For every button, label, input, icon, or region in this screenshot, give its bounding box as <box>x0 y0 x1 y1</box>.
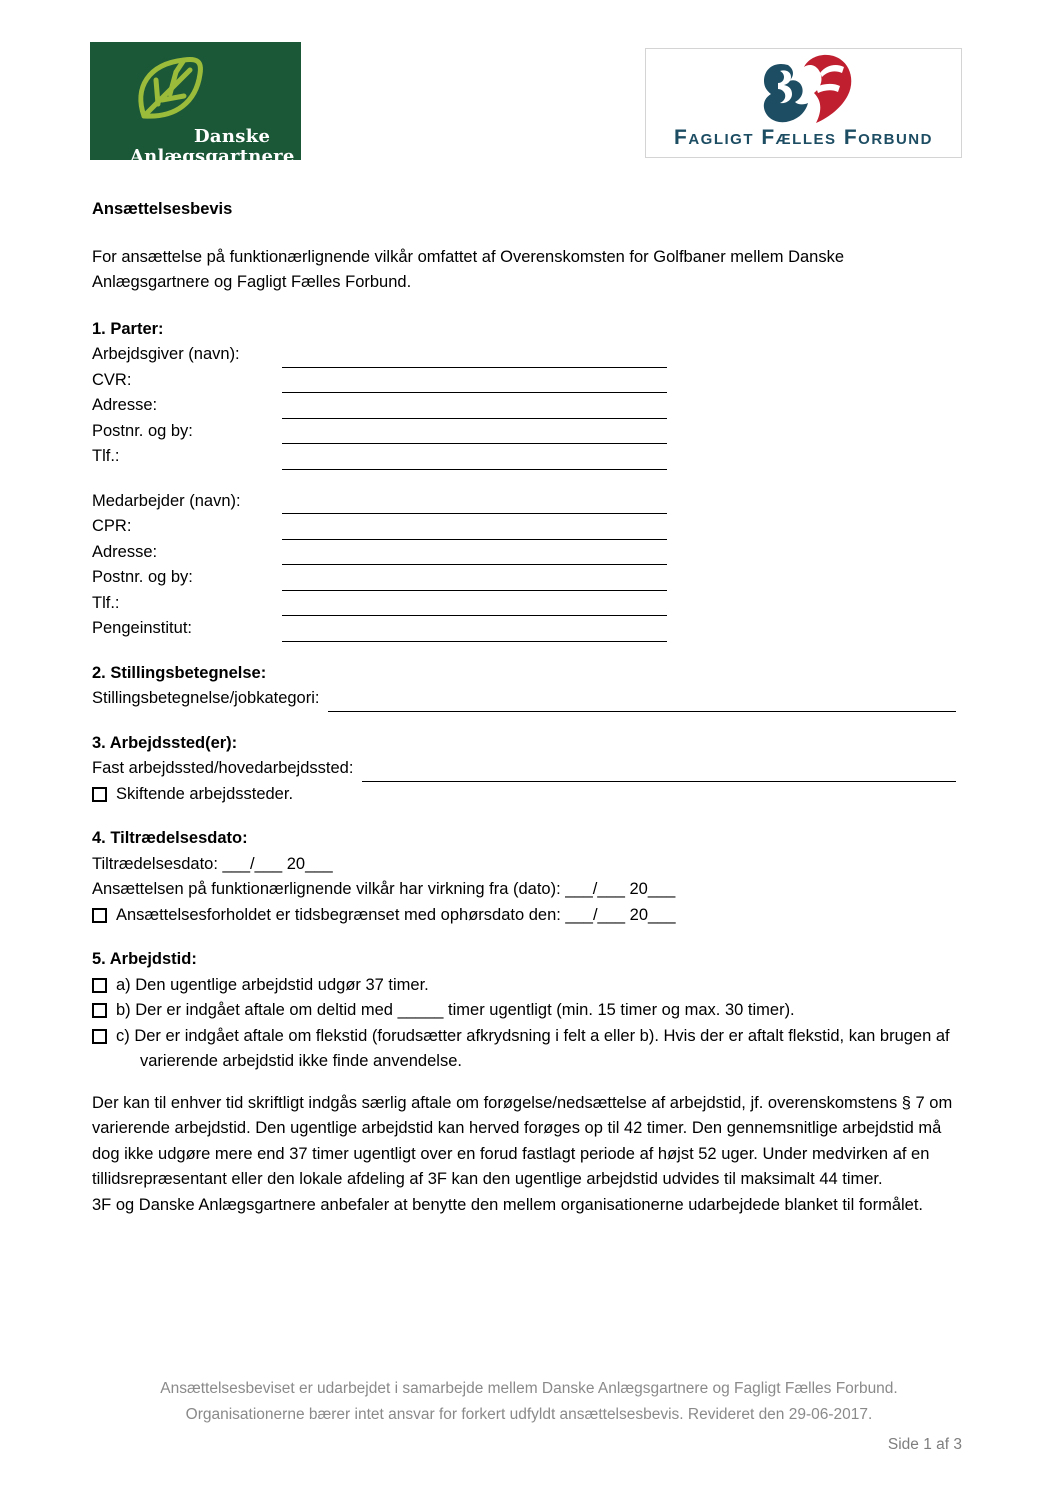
checkbox-label: Ansættelsesforholdet er tidsbegrænset med ophørsdato den: ___/___ 20___ <box>116 905 676 924</box>
logo-anlaegsgartnere-text: Anlægsgartnere <box>130 146 295 167</box>
page-number: Side 1 af 3 <box>887 1436 962 1453</box>
section-heading-arbejdssted: 3. Arbejdssted(er): <box>92 733 238 752</box>
cvr-input-line[interactable] <box>282 368 667 394</box>
fast-arbejdssted-input-line[interactable] <box>362 756 956 782</box>
form-content <box>92 197 956 1218</box>
postnr-medarbejder-input-line[interactable] <box>282 565 667 591</box>
field-label: Stillingsbetegnelse/jobkategori: <box>92 689 320 707</box>
pengeinstitut-input-line[interactable] <box>282 616 667 642</box>
section-heading-stilling: 2. Stillingsbetegnelse: <box>92 663 267 682</box>
checkbox-label: c) Der er indgået aftale om flekstid (forudsætter afkrydsning i felt a eller b). Hvis der er aftalt flekstid, kan brugen af varierende arbejdstid ikke finde anvendelse. <box>116 1026 950 1070</box>
arbejdstid-paragraph-part2: 3F og Danske Anlægsgartnere anbefaler at benytte den mellem organisationerne udarbejdede blanket til formålet. <box>92 1195 924 1214</box>
field-label: Tlf.: <box>92 447 120 465</box>
footer-note <box>0 1376 1058 1427</box>
footer-line1: Ansættelsesbeviset er udarbejdet i samarbejde mellem Danske Anlægsgartnere og Fagligt Fælles Forbund. <box>160 1380 898 1397</box>
arbejdstid-paragraph-part1: Der kan til enhver tid skriftligt indgås særlig aftale om forøgelse/nedsættelse af arbejdstid, jf. overenskomstens § 7 om varierende arbejdstid. Den ugentlige arbejdstid kan herved forøges op til 42 timer. Den gennemsnitlige arbejdstid må dog ikke udgøre mere end 37 timer ugentligt over en forud fastlagt periode af højst 52 uger. Under medvirken af en tillidsrepræsentant eller den lokale afdeling af 3F kan den ugentlige arbejdstid udvides til maksimalt 44 timer. <box>92 1093 953 1188</box>
3f-logo <box>645 48 962 158</box>
virkning-fra-line: Ansættelsen på funktionærlignende vilkår har virkning fra (dato): ___/___ 20___ <box>92 880 676 898</box>
field-row-medarbejder <box>92 489 956 515</box>
section-heading-arbejdstid: 5. Arbejdstid: <box>92 950 197 968</box>
footer-line2: Organisationerne bærer intet ansvar for forkert udfyldt ansættelsesbevis. Revideret den 29-06-2017. <box>185 1405 873 1423</box>
field-label: CVR: <box>92 370 132 389</box>
field-row-fast-arbejdssted <box>92 756 956 782</box>
checkbox-row-option-b <box>92 998 956 1024</box>
adresse-medarbejder-input-line[interactable] <box>282 540 667 566</box>
stillingsbetegnelse-input-line[interactable] <box>328 686 956 712</box>
checkbox-label: Skiftende arbejdssteder. <box>116 784 294 803</box>
document-title: Ansættelsesbevis <box>92 200 233 218</box>
field-row-adresse-medarbejder <box>92 540 956 566</box>
field-row-cpr <box>92 514 956 540</box>
checkbox-label: b) Der er indgået aftale om deltid med _____ timer ugentligt (min. 15 timer og max. 30 timer). <box>116 1001 795 1019</box>
checkbox-row-option-a <box>92 973 956 999</box>
arbejdstid-a-checkbox[interactable] <box>92 978 107 993</box>
tlf-input-line[interactable] <box>282 444 667 470</box>
field-label: Medarbejder (navn): <box>92 491 241 510</box>
field-label: Adresse: <box>92 396 158 414</box>
section-heading-parter: 1. Parter: <box>92 319 164 338</box>
field-row-postnr-arbejdsgiver <box>92 419 956 445</box>
checkbox-row-skiftende <box>92 782 956 808</box>
field-label: Pengeinstitut: <box>92 619 192 637</box>
adresse-input-line[interactable] <box>282 393 667 419</box>
arbejdsgiver-input-line[interactable] <box>282 342 667 368</box>
field-row-postnr-medarbejder <box>92 565 956 591</box>
section-heading-tiltraedelse: 4. Tiltrædelsesdato: <box>92 829 248 847</box>
cpr-input-line[interactable] <box>282 514 667 540</box>
checkbox-label: a) Den ugentlige arbejdstid udgør 37 timer. <box>116 975 429 994</box>
3f-emblem-icon <box>758 53 854 127</box>
arbejdstid-b-checkbox[interactable] <box>92 1003 107 1018</box>
arbejdstid-c-checkbox[interactable] <box>92 1029 107 1044</box>
field-label: Fast arbejdssted/hovedarbejdssted: <box>92 759 354 777</box>
field-label: Tlf.: <box>92 593 120 612</box>
skiftende-arbejdssteder-checkbox[interactable] <box>92 787 107 802</box>
checkbox-row-tidsbegraenset <box>92 903 956 929</box>
field-label: Postnr. og by: <box>92 568 193 586</box>
3f-logo-text: Fagligt Fælles Forbund <box>674 126 933 149</box>
medarbejder-input-line[interactable] <box>282 489 667 515</box>
field-label: Adresse: <box>92 542 158 561</box>
field-label: Arbejdsgiver (navn): <box>92 345 240 363</box>
field-label: CPR: <box>92 517 132 535</box>
intro-paragraph: For ansættelse på funktionærlignende vilkår omfattet af Overenskomsten for Golfbaner mellem Danske Anlægsgartnere og Fagligt Fælles Forbund. <box>92 247 845 291</box>
field-row-stillingsbetegnelse <box>92 686 956 712</box>
tiltraedelsesdato-line: Tiltrædelsesdato: ___/___ 20___ <box>92 854 333 873</box>
tidsbegraenset-checkbox[interactable] <box>92 908 107 923</box>
leaf-icon <box>132 54 214 126</box>
field-row-cvr <box>92 368 956 394</box>
field-row-tlf-medarbejder <box>92 591 956 617</box>
postnr-input-line[interactable] <box>282 419 667 445</box>
logo-danske-text: Danske <box>194 126 271 147</box>
field-row-adresse-arbejdsgiver <box>92 393 956 419</box>
danske-anlaegsgartnere-logo <box>90 42 301 167</box>
field-row-pengeinstitut <box>92 616 956 642</box>
field-row-arbejdsgiver <box>92 342 956 368</box>
field-label: Postnr. og by: <box>92 421 193 440</box>
checkbox-row-option-c <box>92 1024 956 1075</box>
field-row-tlf-arbejdsgiver <box>92 444 956 470</box>
tlf-medarbejder-input-line[interactable] <box>282 591 667 617</box>
